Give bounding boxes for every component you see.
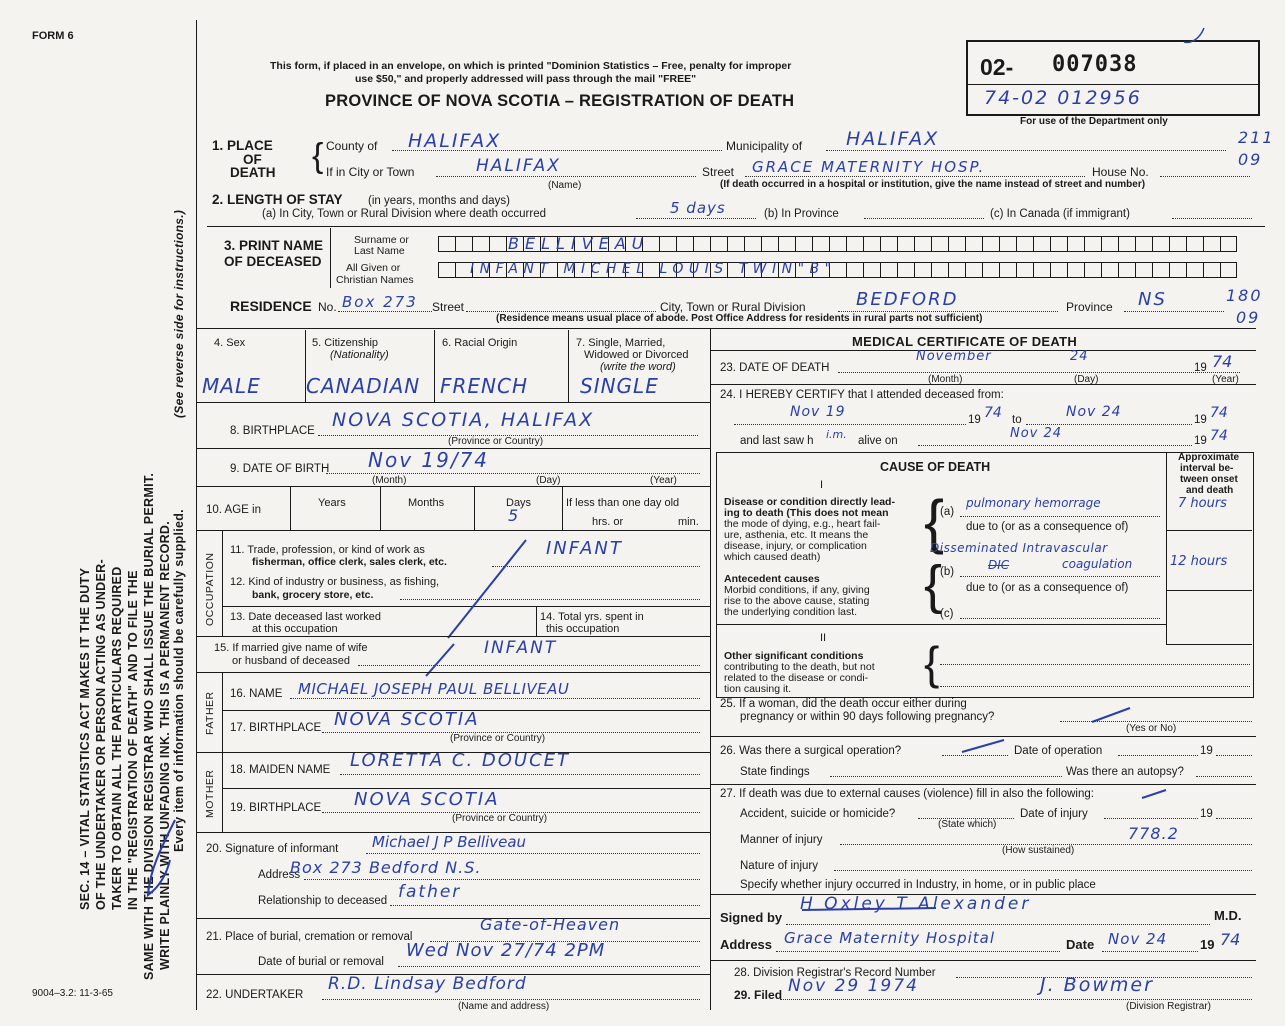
med-date-value: Nov 24 — [1108, 930, 1168, 948]
cause-b-value-2: coagulation — [1062, 557, 1133, 571]
other-2: contributing to the death, but not — [724, 661, 875, 673]
residence-province-label: Province — [1066, 300, 1113, 314]
reg-prefix: 02- — [980, 54, 1014, 80]
stay-c-label: (c) In Canada (if immigrant) — [990, 208, 1130, 220]
q27-accident: Accident, suicide or homicide? — [740, 808, 896, 820]
burial-date-label: Date of burial or removal — [258, 956, 384, 968]
residence-no-value: Box 273 — [342, 293, 418, 311]
name-label-1: 3. PRINT NAME — [224, 238, 324, 253]
street-value: GRACE MATERNITY HOSP. — [752, 158, 986, 176]
dob-day: (Day) — [536, 475, 561, 486]
signed-value: H Oxley T Alexander — [800, 894, 1032, 914]
occupation-side-label: OCCUPATION — [204, 552, 216, 626]
q25-line1: 25. If a woman, did the death occur either during — [720, 698, 967, 710]
every-item-note: Every item of information should be carefully supplied. — [172, 509, 186, 852]
mother-maiden-value: LORETTA C. DOUCET — [350, 750, 571, 771]
med-date-19: 19 — [1200, 937, 1215, 952]
q26-label: 26. Was there a surgical operation? — [720, 745, 902, 757]
mail-notice-2: use $50," and properly addressed will pass through the mail "FREE" — [355, 73, 697, 85]
q25-caption: (Yes or No) — [1126, 723, 1177, 734]
q24-alive-label: alive on — [858, 435, 898, 447]
age-months: Months — [408, 497, 445, 509]
med-address-value: Grace Maternity Hospital — [784, 929, 996, 947]
antecedent-1: Antecedent causes — [724, 573, 820, 585]
cause-b-due-to: due to (or as a consequence of) — [966, 582, 1129, 594]
q24-to-label: to — [1012, 414, 1022, 426]
other-3: related to the disease or condi- — [724, 672, 869, 684]
stay-a-label: (a) In City, Town or Rural Division where death occurred — [262, 208, 546, 220]
mother-birthplace-value: NOVA SCOTIA — [354, 789, 500, 810]
city-value: HALIFAX — [476, 156, 561, 176]
undertaker-label: 22. UNDERTAKER — [206, 989, 304, 1001]
cause-b-strike: DIC — [988, 558, 1010, 572]
q28-label: 28. Division Registrar's Record Number — [734, 967, 936, 979]
q23-month-value: November — [916, 349, 992, 364]
residence-label: RESIDENCE — [230, 298, 312, 314]
q23-day-caption: (Day) — [1074, 374, 1099, 385]
q11-line2: fisherman, office clerk, sales clerk, etc. — [252, 556, 447, 568]
sex-value: MALE — [202, 374, 261, 398]
q24-label: 24. I HEREBY CERTIFY that I attended deceased from: — [720, 389, 1004, 401]
q26-autopsy: Was there an autopsy? — [1066, 766, 1184, 778]
q27-specify: Specify whether injury occurred in Industry, in home, or in public place — [740, 879, 1096, 891]
signed-label: Signed by — [720, 910, 783, 925]
q12-line2: bank, grocery store, etc. — [252, 589, 374, 601]
citizenship-note: (Nationality) — [330, 349, 389, 361]
antecedent-4: the underlying condition last. — [724, 606, 858, 618]
stay-b-label: (b) In Province — [764, 208, 839, 220]
cause-c-label: (c) — [940, 608, 954, 620]
q27-manner: Manner of injury — [740, 834, 823, 846]
q24-to-19: 19 — [1194, 414, 1207, 426]
dob-month: (Month) — [372, 475, 407, 486]
registrar-caption: (Division Registrar) — [1126, 1001, 1212, 1012]
interval-1: Approximate — [1178, 452, 1240, 463]
q27-label: 27. If death was due to external causes (violence) fill in also the following: — [720, 788, 1094, 800]
q11-value: INFANT — [546, 538, 623, 559]
residence-code-1: 180 — [1226, 286, 1263, 305]
municipality-value: HALIFAX — [846, 128, 940, 150]
direct-6: which caused death) — [724, 551, 821, 563]
q24-last-hw: i.m. — [826, 428, 847, 441]
mother-side-label: MOTHER — [204, 769, 216, 818]
md-label: M.D. — [1214, 908, 1242, 923]
q24-alive-date: Nov 24 — [1010, 426, 1063, 441]
informant-address-value: Box 273 Bedford N.S. — [290, 858, 482, 877]
q23-label: 23. DATE OF DEATH — [720, 362, 830, 374]
residence-note: (Residence means usual place of abode. Post Office Address for residents in rural parts not sufficient) — [496, 313, 983, 324]
q27-how: (How sustained) — [1002, 845, 1075, 856]
occupation-slash — [440, 534, 540, 644]
cause-title: CAUSE OF DEATH — [880, 460, 991, 474]
cause-a-label: (a) — [940, 506, 955, 518]
q29-label: 29. Filed — [734, 988, 783, 1002]
informant-address-label: Address — [258, 869, 301, 881]
q23-year-prefix: 19 — [1194, 362, 1207, 374]
age-days: Days — [506, 497, 532, 509]
direct-1: Disease or condition directly lead- — [724, 496, 895, 508]
stay-label-note: (in years, months and days) — [368, 195, 510, 207]
reg-number: 007038 — [1052, 52, 1138, 77]
direct-3: the mode of dying, e.g., heart fail- — [724, 518, 881, 530]
q15-line1: 15. If married give name of wife — [214, 642, 368, 654]
form-title: PROVINCE OF NOVA SCOTIA – REGISTRATION OF DEATH — [325, 92, 795, 110]
side-pen-mark — [130, 810, 190, 910]
hospital-note: (If death occurred in a hospital or institution, give the name instead of street and number) — [720, 179, 1146, 190]
spouse-slash — [420, 640, 460, 680]
given-label-1: All Given or — [346, 262, 401, 274]
place-label-2: OF — [243, 152, 262, 167]
surname-label-2: Last Name — [354, 245, 405, 257]
residence-no-label: No. — [318, 300, 337, 314]
med-address-label: Address — [720, 937, 773, 952]
undertaker-value: R.D. Lindsay Bedford — [328, 974, 527, 994]
age-min: min. — [678, 516, 699, 528]
name-label-2: OF DECEASED — [224, 254, 322, 269]
antecedent-2: Morbid conditions, if any, giving — [724, 584, 870, 596]
age-label: 10. AGE in — [206, 504, 261, 516]
q26-date-op: Date of operation — [1014, 745, 1103, 757]
q26-findings: State findings — [740, 766, 810, 778]
q12-line1: 12. Kind of industry or business, as fishing, — [230, 576, 440, 588]
medical-title: MEDICAL CERTIFICATE OF DEATH — [852, 334, 1078, 349]
q14-line2: this occupation — [546, 623, 620, 635]
racial-label: 6. Racial Origin — [442, 337, 518, 349]
q24-alive-year: 74 — [1210, 428, 1228, 444]
father-birthplace-label: 17. BIRTHPLACE — [230, 722, 322, 734]
residence-province-value: NS — [1138, 289, 1167, 310]
street-label: Street — [702, 165, 735, 179]
surname-value: BELLIVEAU — [508, 234, 650, 253]
other-1: Other significant conditions — [724, 650, 864, 662]
q25-dash — [1090, 702, 1134, 726]
registration-number-box — [966, 40, 1260, 116]
form-number: FORM 6 — [32, 30, 74, 42]
marital-value: SINGLE — [580, 374, 659, 398]
marital-label-2: Widowed or Divorced — [584, 349, 689, 361]
county-label: County of — [326, 139, 378, 153]
q24-alive-19: 19 — [1194, 435, 1207, 447]
surname-label-1: Surname or — [354, 234, 409, 246]
city-label: If in City or Town — [326, 165, 415, 179]
q27-manner-code: 778.2 — [1128, 824, 1179, 843]
q27-19: 19 — [1200, 808, 1213, 820]
q13-line2: at this occupation — [252, 623, 338, 635]
dob-value: Nov 19/74 — [368, 448, 490, 472]
direct-2: ing to death (This does not mean — [724, 507, 889, 519]
stay-label: 2. LENGTH OF STAY — [212, 192, 343, 207]
house-label: House No. — [1092, 165, 1149, 179]
age-less-than: If less than one day old — [566, 497, 680, 509]
father-name-label: 16. NAME — [230, 688, 283, 700]
sec14-line1: SEC. 14 – VITAL STATISTICS ACT MAKES IT THE DUTY — [78, 567, 92, 910]
q27-state-which: (State which) — [938, 819, 997, 830]
q24-from-year: 74 — [984, 405, 1002, 421]
sex-label: 4. Sex — [214, 337, 246, 349]
q11-line1: 11. Trade, profession, or kind of work as — [230, 544, 425, 556]
interval-4: and death — [1186, 485, 1234, 496]
cause-a-value: pulmonary hemorrage — [966, 496, 1101, 510]
county-value: HALIFAX — [408, 130, 502, 152]
section-ii: II — [820, 632, 827, 644]
q24-last-label: and last saw h — [740, 435, 814, 447]
undertaker-caption: (Name and address) — [458, 1001, 550, 1012]
age-hrs: hrs. or — [592, 516, 624, 528]
med-date-label: Date — [1066, 937, 1095, 952]
see-reverse-note: (See reverse side for instructions.) — [172, 209, 186, 418]
filed-value: Nov 29 1974 — [788, 976, 919, 996]
hw-reg-number: 74-02 012956 — [984, 87, 1142, 109]
sec14-line3: TAKER TO OBTAIN ALL THE PARTICULARS REQUIRED — [110, 566, 124, 910]
mail-notice-1: This form, if placed in an envelope, on which is printed "Dominion Statistics – Free, penalty for improper — [270, 60, 792, 72]
dept-code-1: 211 — [1238, 128, 1275, 147]
birthplace-value: NOVA SCOTIA, HALIFAX — [332, 409, 595, 431]
dept-code-2: 09 — [1238, 150, 1263, 169]
registrar-sig: J. Bowmer — [1040, 974, 1154, 996]
print-code: 9004–3.2: 11-3-65 — [32, 988, 113, 999]
informant-relationship-label: Relationship to deceased — [258, 895, 388, 907]
dob-year: (Year) — [650, 475, 677, 486]
section-i: I — [820, 479, 824, 491]
father-birthplace-value: NOVA SCOTIA — [334, 709, 480, 730]
informant-sig-value: Michael J P Belliveau — [372, 833, 527, 851]
direct-5: disease, injury, or complication — [724, 540, 867, 552]
sec14-line6: WRITE PLAINLY WITH UNFADING INK. THIS IS A PERMANENT RECORD. — [158, 520, 172, 970]
age-days-value: 5 — [508, 506, 521, 525]
interval-3: tween onset — [1180, 474, 1238, 485]
name-caption: (Name) — [548, 180, 582, 191]
mother-birthplace-caption: (Province or Country) — [452, 813, 548, 824]
birthplace-label: 8. BIRTHPLACE — [230, 425, 315, 437]
cause-a-interval: 7 hours — [1178, 496, 1227, 511]
q23-year-caption: (Year) — [1212, 374, 1239, 385]
citizenship-value: CANADIAN — [306, 374, 421, 398]
q23-year-value: 74 — [1212, 352, 1233, 371]
place-label-1: 1. PLACE — [212, 138, 273, 153]
reg-checkmark — [1180, 24, 1210, 50]
given-value: INFANT MICHEL LOUIS TWIN"B" — [470, 261, 837, 277]
citizenship-label: 5. Citizenship — [312, 337, 379, 349]
q14-line1: 14. Total yrs. spent in — [540, 611, 644, 623]
q24-to-value: Nov 24 — [1066, 404, 1122, 420]
q15-line2: or husband of deceased — [232, 655, 351, 667]
father-name-value: MICHAEL JOSEPH PAUL BELLIVEAU — [298, 680, 570, 698]
residence-city-label: City, Town or Rural Division — [660, 300, 806, 314]
cause-b-value-1: Disseminated Intravascular — [930, 541, 1108, 555]
cause-b-label: (b) — [940, 566, 955, 578]
sec14-line4: IN THE "REGISTRATION OF DEATH" AND TO FILE THE — [126, 570, 140, 910]
burial-place-value: Gate-of-Heaven — [480, 915, 621, 934]
municipality-label: Municipality of — [726, 139, 803, 153]
q26-dash — [960, 736, 1010, 756]
mother-maiden-label: 18. MAIDEN NAME — [230, 764, 331, 776]
q27-dash — [1140, 786, 1170, 802]
age-years: Years — [318, 497, 346, 509]
q27-date-injury: Date of injury — [1020, 808, 1088, 820]
med-date-year: 74 — [1220, 930, 1241, 949]
father-side-label: FATHER — [204, 691, 216, 735]
stay-a-value: 5 days — [670, 199, 726, 217]
residence-street-label: Street — [432, 300, 465, 314]
father-birthplace-caption: (Province or Country) — [450, 733, 546, 744]
q25-line2: pregnancy or within 90 days following pregnancy? — [740, 711, 995, 723]
place-label-3: DEATH — [230, 165, 276, 180]
q23-month-caption: (Month) — [928, 374, 963, 385]
dept-use-note: For use of the Department only — [1020, 116, 1168, 127]
q24-to-year: 74 — [1210, 405, 1228, 421]
antecedent-3: rise to the above cause, stating — [724, 595, 870, 607]
direct-4: ure, asthenia, etc. It means the — [724, 529, 869, 541]
sec14-line2: OF THE UNDERTAKER OR PERSON ACTING AS UNDER- — [94, 559, 108, 910]
other-4: tion causing it. — [724, 683, 792, 695]
marital-label-3: (write the word) — [600, 361, 676, 373]
burial-date-value: Wed Nov 27/74 2PM — [406, 940, 606, 961]
q13-line1: 13. Date deceased last worked — [230, 611, 382, 623]
q23-day-value: 24 — [1070, 349, 1089, 364]
burial-place-label: 21. Place of burial, cremation or removal — [206, 931, 413, 943]
dob-label: 9. DATE OF BIRTH — [230, 463, 330, 475]
cause-b-interval: 12 hours — [1170, 554, 1228, 569]
q24-from-value: Nov 19 — [790, 404, 846, 420]
residence-code-2: 09 — [1236, 308, 1261, 327]
birthplace-caption: (Province or Country) — [448, 436, 544, 447]
interval-2: interval be- — [1180, 463, 1234, 474]
informant-sig-label: 20. Signature of informant — [206, 843, 339, 855]
mother-birthplace-label: 19. BIRTHPLACE — [230, 802, 322, 814]
q26-19: 19 — [1200, 745, 1213, 757]
q24-from-19: 19 — [968, 414, 981, 426]
signed-strike — [800, 902, 940, 916]
marital-label-1: 7. Single, Married, — [576, 337, 666, 349]
racial-value: FRENCH — [440, 374, 529, 398]
q27-nature: Nature of injury — [740, 860, 818, 872]
spouse-value: INFANT — [484, 638, 558, 658]
sec14-line5: SAME WITH THE DIVISION REGISTRAR WHO SHALL ISSUE THE BURIAL PERMIT. — [142, 472, 156, 980]
cause-a-due-to: due to (or as a consequence of) — [966, 521, 1129, 533]
informant-relationship-value: father — [398, 882, 462, 902]
given-label-2: Christian Names — [336, 274, 414, 286]
residence-city-value: BEDFORD — [856, 289, 959, 310]
